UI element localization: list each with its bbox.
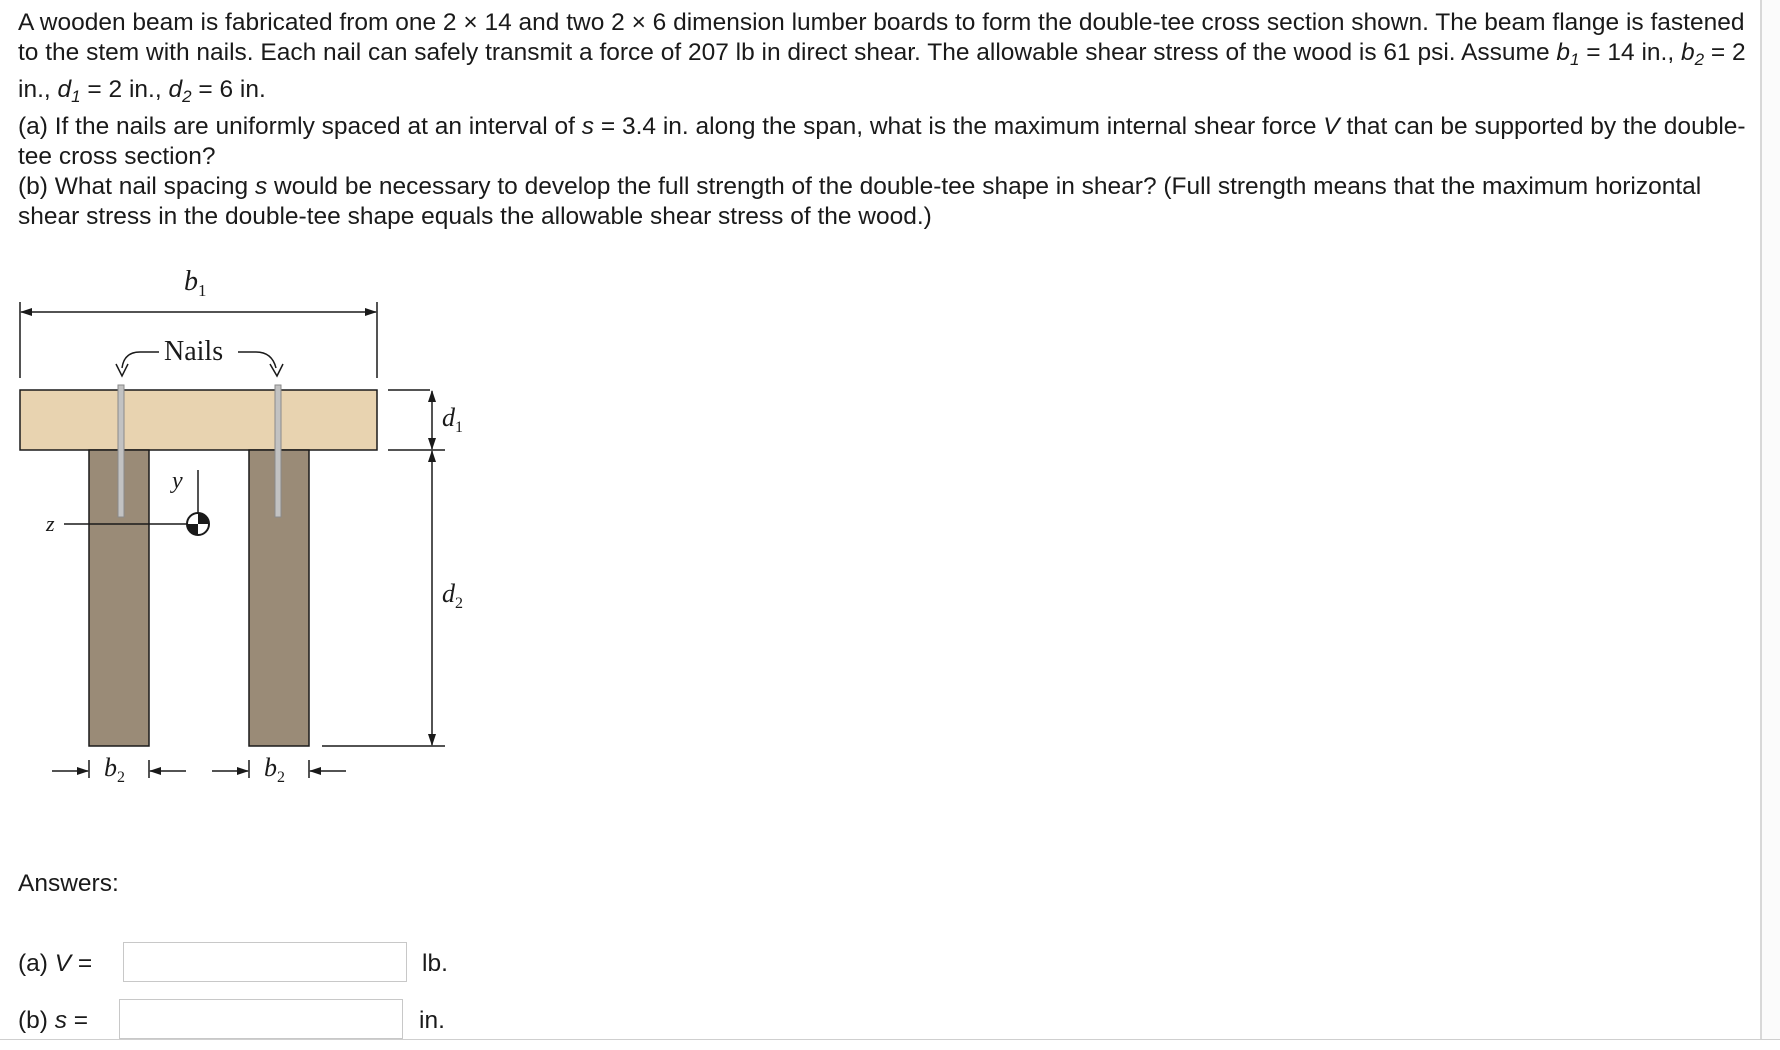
b1-symbol: b: [1556, 39, 1571, 66]
b2-left-dimension: [52, 753, 186, 786]
problem-intro: [18, 8, 1758, 112]
d2-value: = 6 in.: [191, 76, 266, 103]
nails-leader-right-arrowhead: [270, 364, 283, 376]
answer-a-input[interactable]: [123, 942, 407, 982]
part-a-question: [18, 112, 1758, 172]
double-tee-cross-section-diagram: [0, 260, 520, 820]
part-a-text-1: (a) If the nails are uniformly spaced at an interval of: [18, 113, 582, 140]
answer-row-a: [18, 942, 498, 986]
d1-value: = 2 in.,: [80, 76, 169, 103]
part-b-text-1: (b) What nail spacing: [18, 173, 255, 200]
d1-symbol: d: [57, 76, 72, 103]
answer-a-label: (a) V =: [18, 950, 93, 977]
scrollbar-track[interactable]: [1760, 0, 1780, 1040]
d1-subscript: 1: [71, 87, 81, 106]
answer-a-unit: lb.: [422, 950, 448, 977]
y-axis-label: y: [172, 468, 183, 494]
b2-value: = 2 in.,: [18, 39, 1746, 103]
part-a-s-symbol: s: [581, 113, 595, 140]
d2-symbol: d: [168, 76, 183, 103]
b1-value: = 14 in.,: [1579, 39, 1681, 66]
b2-left-label: $b_2$: [104, 753, 125, 786]
b2-right-dimension: [212, 753, 346, 786]
part-b-s-symbol: s: [254, 173, 268, 200]
b1-subscript: 1: [1570, 50, 1580, 69]
part-a-text-2: = 3.4 in. along the span, what is the maximum internal shear force: [594, 113, 1324, 140]
b2-subscript: 2: [1694, 50, 1705, 69]
part-b-text-2: would be necessary to develop the full strength of the double-tee shape in shear? (Full strength means that the maximum horizontal shear stress in the double-tee shape equals the allowable shear stress of the wood.): [18, 173, 1702, 230]
d2-dimension: [322, 451, 463, 746]
nail-left: [118, 385, 124, 517]
centroid-symbol: [187, 513, 209, 535]
flange-board: [20, 390, 377, 450]
b2-symbol: b: [1680, 39, 1695, 66]
d1-label: $d_1$: [442, 403, 463, 436]
part-a-v-symbol: V: [1323, 113, 1340, 140]
answer-b-unit: in.: [419, 1007, 445, 1034]
b2-right-label: $b_2$: [264, 753, 285, 786]
d2-subscript: 2: [182, 87, 192, 106]
nails-callout: [116, 336, 283, 376]
answer-b-input[interactable]: [119, 999, 403, 1039]
problem-statement: [18, 8, 1758, 232]
d1-dimension: [388, 390, 463, 450]
nail-right: [275, 385, 281, 517]
answer-row-b: [18, 999, 498, 1043]
b1-label: $b_1$: [184, 266, 207, 300]
z-axis-label: z: [46, 511, 55, 536]
nails-label: Nails: [164, 336, 224, 367]
answers-heading: Answers:: [18, 870, 119, 897]
viewport-bottom-divider: [0, 1039, 1780, 1040]
part-a-text-3: that can be supported by the double-tee cross section?: [18, 113, 1746, 170]
part-b-question: [18, 172, 1758, 232]
d2-label: $d_2$: [442, 579, 463, 612]
answer-b-label: (b) s =: [18, 1007, 89, 1034]
intro-text: A wooden beam is fabricated from one 2 × 14 and two 2 × 6 dimension lumber boards to form the double-tee cross section shown. The beam flange is fastened to the stem with nails. Each nail can safely transmit a force of 207 lb in direct shear. The allowable shear stress of the wood is 61 psi. Assume: [18, 9, 1745, 66]
